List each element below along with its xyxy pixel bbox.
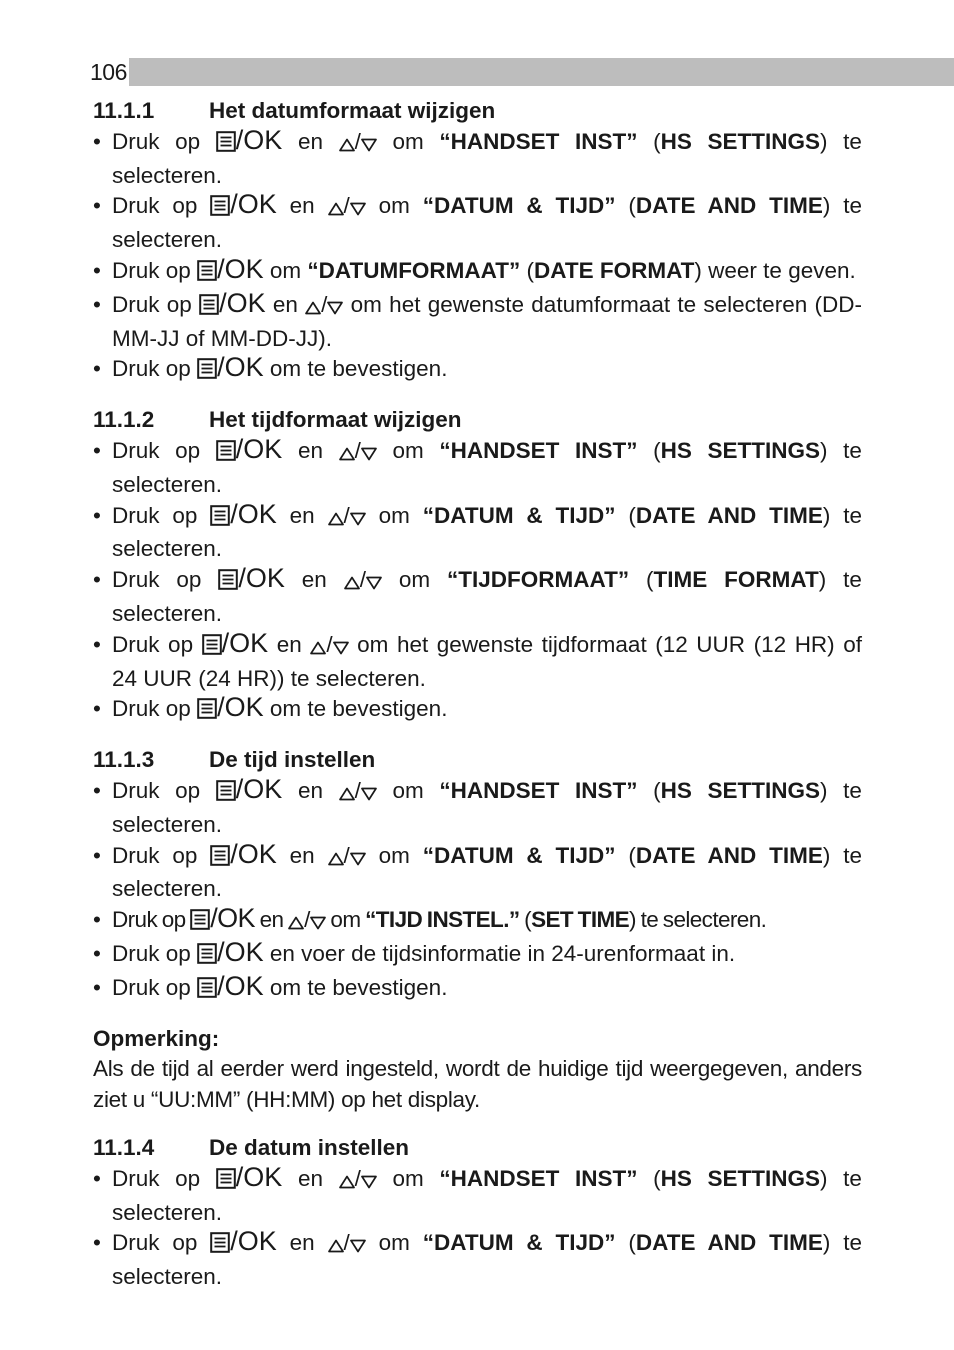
inline-text: /OK — [217, 970, 264, 1001]
inline-text: /OK — [235, 124, 283, 155]
inline-text: om — [378, 193, 410, 219]
bullet-dot: • — [93, 193, 101, 219]
inline-text: selecteren. — [112, 471, 223, 497]
inline-text: te — [843, 777, 862, 803]
inline-text: Druk op — [112, 631, 194, 657]
inline-text: /OK — [210, 903, 255, 934]
inline-text: geven. — [788, 257, 856, 283]
inline-text: “HANDSET INST” — [439, 1165, 638, 1191]
list-item: • Druk op /OK en / om “DATUM & TIJD” (DATE AND TIME) te selecteren. — [93, 1228, 862, 1293]
inline-text: om — [378, 502, 410, 528]
inline-text: HS SETTINGS — [660, 437, 821, 463]
down-triangle-icon — [327, 293, 343, 324]
inline-text: en — [301, 567, 327, 593]
bullet-dot: • — [93, 128, 101, 154]
inline-text: “HANDSET INST” — [439, 437, 638, 463]
bullet-dot: • — [93, 940, 101, 966]
inline-text: / — [321, 291, 328, 317]
inline-text: om — [378, 842, 410, 868]
bullet-dot: • — [93, 502, 101, 528]
inline-text: selecteren. — [112, 1199, 223, 1225]
bullet-dot: • — [93, 356, 101, 382]
menu-key-icon — [218, 568, 238, 599]
inline-text: selecteren. — [112, 811, 223, 837]
inline-text: te selecteren. — [112, 1230, 862, 1290]
bullet-dot: • — [93, 567, 101, 593]
down-triangle-icon — [361, 1167, 377, 1198]
inline-text: en voer de tijdsinformatie in 24-urenformaat in. — [269, 940, 736, 966]
down-triangle-icon — [350, 194, 366, 225]
page-number: 106 — [90, 59, 127, 85]
menu-key-icon — [190, 908, 210, 939]
bullet-dot: • — [93, 291, 101, 317]
menu-key-icon — [216, 439, 236, 470]
bullet-dot: • — [93, 842, 101, 868]
inline-text: om — [392, 777, 424, 803]
menu-key-icon — [210, 504, 230, 535]
down-triangle-icon — [361, 439, 377, 470]
inline-text: Druk op — [112, 696, 191, 722]
menu-key-icon — [202, 633, 222, 664]
inline-text: /OK — [230, 189, 277, 220]
inline-text: om te bevestigen. — [269, 974, 448, 1000]
inline-text: /OK — [217, 253, 264, 284]
down-triangle-icon — [333, 633, 349, 664]
list-item: • Druk op /OK en / om “HANDSET INST” (HS SETTINGS) te selecteren. — [93, 436, 862, 501]
list-item: • Druk op /OK en / om “HANDSET INST” (HS SETTINGS) te selecteren. — [93, 127, 862, 192]
inline-text: / — [343, 502, 350, 528]
bullet-dot: • — [93, 257, 101, 283]
list-item — [93, 627, 862, 695]
inline-text: / — [343, 193, 350, 219]
inline-text: / — [343, 1230, 350, 1256]
inline-text: /OK — [230, 838, 277, 869]
inline-text: “TIJDFORMAAT” — [447, 567, 630, 593]
down-triangle-icon — [310, 908, 326, 939]
section-title: De datum instellen — [209, 1134, 410, 1160]
inline-text: /OK — [217, 936, 264, 967]
inline-text: anders ziet u “UU:MM” (HH:MM) op het display. — [93, 1056, 862, 1113]
inline-text: om — [330, 907, 361, 933]
list-item: • Druk op /OK en / om “HANDSET INST” (HS SETTINGS) te selecteren. — [93, 1164, 862, 1229]
inline-text: “HANDSET INST” — [439, 128, 638, 154]
inline-text: weer te — [708, 257, 782, 283]
bullet-dot: • — [93, 907, 101, 933]
inline-text: Druk op — [112, 940, 191, 966]
section-heading — [93, 405, 862, 436]
bullet-dot: • — [93, 696, 101, 722]
inline-text: en — [297, 128, 323, 154]
inline-text: Druk op — [112, 974, 191, 1000]
inline-text: te — [843, 1165, 862, 1191]
inline-text: Als de tijd al eerder werd ingesteld, wordt de huidige tijd weergegeven, — [93, 1056, 788, 1082]
inline-text: /OK — [230, 1226, 277, 1257]
up-triangle-icon — [328, 844, 344, 875]
section-number: 11.1.1 — [93, 98, 155, 123]
note-title: Opmerking: — [93, 1025, 220, 1051]
up-triangle-icon — [328, 194, 344, 225]
menu-key-icon — [216, 779, 236, 810]
inline-text: en — [297, 1165, 323, 1191]
list-item: • Druk op /OK en / om “DATUM & TIJD” (DATE AND TIME) te selecteren. — [93, 841, 862, 906]
inline-text: selecteren. — [112, 162, 223, 188]
inline-text: / — [359, 567, 366, 593]
list-item: • Druk op /OK en / om “TIJDFORMAAT” (TIME FORMAT) te selecteren. — [93, 565, 862, 630]
list-item — [93, 354, 862, 388]
inline-text: “DATUM & TIJD” — [422, 1230, 616, 1256]
inline-text: /OK — [238, 563, 285, 594]
menu-key-icon — [197, 942, 217, 973]
up-triangle-icon — [328, 1231, 344, 1262]
inline-text: DATE AND TIME — [635, 842, 823, 868]
inline-text: om — [378, 1230, 410, 1256]
inline-text: HR) of 24 UUR (24 HR)) te selecteren. — [112, 631, 862, 691]
menu-key-icon — [210, 1231, 230, 1262]
section-heading — [93, 1133, 862, 1164]
inline-text: Druk op — [112, 193, 198, 219]
down-triangle-icon — [350, 844, 366, 875]
section-number: 11.1.4 — [93, 1134, 155, 1160]
section-heading — [93, 96, 862, 127]
up-triangle-icon — [344, 568, 360, 599]
inline-text: / — [354, 777, 361, 803]
inline-text: “TIJD INSTEL.” — [365, 907, 520, 933]
inline-text: te selecteren. — [640, 907, 767, 933]
inline-text: om te bevestigen. — [269, 356, 448, 382]
bullet-dot: • — [93, 777, 101, 803]
list-item: • Druk op /OK en / om “DATUM & TIJD” (DATE AND TIME) te selecteren. — [93, 501, 862, 566]
inline-text: en — [289, 502, 315, 528]
inline-text: / — [304, 907, 310, 933]
section-title: Het tijdformaat wijzigen — [209, 407, 462, 433]
inline-text: Druk op — [112, 502, 198, 528]
header-bar — [92, 58, 954, 86]
inline-text: /OK — [235, 433, 283, 464]
inline-text: Druk op — [112, 356, 191, 382]
inline-text: /OK — [217, 352, 264, 383]
menu-key-icon — [197, 357, 217, 388]
bullet-dot: • — [93, 1165, 101, 1191]
list-item: • Druk op /OK en / om “DATUM & TIJD” (DATE AND TIME) te selecteren. — [93, 191, 862, 256]
note-text — [93, 1054, 862, 1116]
inline-text: HS SETTINGS — [660, 1165, 821, 1191]
inline-text: om te bevestigen. — [269, 696, 448, 722]
inline-text: Druk op — [112, 128, 201, 154]
list-item: • Druk op /OK en / om “HANDSET INST” (HS SETTINGS) te selecteren. — [93, 776, 862, 841]
inline-text: te — [843, 128, 862, 154]
inline-text: “DATUM & TIJD” — [422, 842, 616, 868]
up-triangle-icon — [339, 1167, 355, 1198]
bullet-dot: • — [93, 437, 101, 463]
inline-text: en — [289, 842, 315, 868]
list-item — [93, 694, 862, 728]
page-content — [93, 96, 862, 1293]
inline-text: SET TIME — [531, 907, 630, 933]
inline-text: te — [843, 437, 862, 463]
section-title: De tijd instellen — [209, 747, 376, 773]
inline-text: “DATUM & TIJD” — [422, 193, 616, 219]
inline-text: Druk op — [112, 567, 202, 593]
inline-text: /OK — [219, 287, 266, 318]
up-triangle-icon — [288, 908, 304, 939]
inline-text: /OK — [235, 773, 283, 804]
inline-text: en — [289, 1230, 315, 1256]
section-number: 11.1.3 — [93, 747, 155, 773]
inline-text: DATE AND TIME — [635, 193, 823, 219]
inline-text: / — [354, 1165, 361, 1191]
up-triangle-icon — [310, 633, 326, 664]
inline-text: om — [392, 437, 424, 463]
list-item: • Druk op /OK en / om “TIJD INSTEL.” (SET TIME) te selecteren. — [93, 905, 862, 939]
inline-text: en — [297, 777, 323, 803]
up-triangle-icon — [339, 779, 355, 810]
menu-key-icon — [210, 194, 230, 225]
inline-text: “HANDSET INST” — [439, 777, 638, 803]
inline-text: Druk op — [112, 291, 192, 317]
up-triangle-icon — [328, 504, 344, 535]
inline-text: Druk op — [112, 777, 201, 803]
inline-text: / — [343, 842, 350, 868]
inline-text: Druk op — [112, 437, 201, 463]
up-triangle-icon — [339, 130, 355, 161]
down-triangle-icon — [361, 779, 377, 810]
list-item — [93, 970, 862, 1007]
inline-text: DATE FORMAT — [534, 257, 695, 283]
inline-text: Druk op — [112, 907, 186, 933]
down-triangle-icon — [350, 504, 366, 535]
inline-text: te selecteren. — [112, 502, 862, 562]
section-heading — [93, 745, 862, 776]
inline-text: HS SETTINGS — [660, 777, 821, 803]
list-item — [93, 936, 862, 973]
section-title: Het datumformaat wijzigen — [209, 98, 496, 123]
inline-text: en — [259, 907, 284, 933]
inline-text: /OK — [221, 627, 269, 658]
inline-text: “DATUMFORMAAT” — [307, 257, 521, 283]
menu-key-icon — [216, 1167, 236, 1198]
inline-text: Druk op — [112, 1230, 198, 1256]
inline-text: te selecteren. — [112, 193, 862, 253]
inline-text: om — [392, 1165, 424, 1191]
inline-text: / — [354, 128, 361, 154]
inline-text: selecteren. — [112, 600, 223, 626]
menu-key-icon — [199, 293, 219, 324]
up-triangle-icon — [305, 293, 321, 324]
inline-text: om het gewenste tijdformaat (12 UUR (12 — [357, 631, 787, 657]
inline-text: en — [276, 631, 302, 657]
list-item — [93, 287, 862, 355]
down-triangle-icon — [361, 130, 377, 161]
inline-text: /OK — [230, 498, 277, 529]
inline-text: “DATUM & TIJD” — [422, 502, 616, 528]
inline-text: Druk op — [112, 842, 198, 868]
menu-key-icon — [210, 844, 230, 875]
inline-text: en — [297, 437, 323, 463]
inline-text: selecteren (DD-MM-JJ of MM-DD-JJ). — [112, 291, 862, 351]
inline-text: om — [269, 257, 302, 283]
inline-text: HS SETTINGS — [660, 128, 821, 154]
bullet-dot: • — [93, 631, 101, 657]
inline-text: /OK — [235, 1161, 283, 1192]
inline-text: / — [354, 437, 361, 463]
inline-text: TIME FORMAT — [653, 567, 819, 593]
section-number: 11.1.2 — [93, 407, 155, 433]
inline-text: DATE AND TIME — [635, 502, 823, 528]
inline-text: om — [392, 128, 424, 154]
menu-key-icon — [197, 976, 217, 1007]
inline-text: om het gewenste datumformaat te — [350, 291, 697, 317]
inline-text: / — [326, 631, 333, 657]
down-triangle-icon — [366, 568, 382, 599]
inline-text: te — [843, 567, 862, 593]
inline-text: om — [398, 567, 431, 593]
inline-text: en — [272, 291, 298, 317]
inline-text: DATE AND TIME — [635, 1230, 823, 1256]
menu-key-icon — [197, 697, 217, 728]
inline-text: en — [289, 193, 315, 219]
down-triangle-icon — [350, 1231, 366, 1262]
inline-text: Druk op — [112, 1165, 201, 1191]
inline-text: /OK — [217, 692, 264, 723]
up-triangle-icon — [339, 439, 355, 470]
inline-text: te selecteren. — [112, 842, 862, 902]
menu-key-icon — [197, 259, 217, 290]
bullet-dot: • — [93, 974, 101, 1000]
menu-key-icon — [216, 130, 236, 161]
inline-text: Druk op — [112, 257, 191, 283]
list-item: • Druk op /OK om “DATUMFORMAAT” (DATE FORMAT) weer te geven. — [93, 256, 862, 290]
bullet-dot: • — [93, 1230, 101, 1256]
